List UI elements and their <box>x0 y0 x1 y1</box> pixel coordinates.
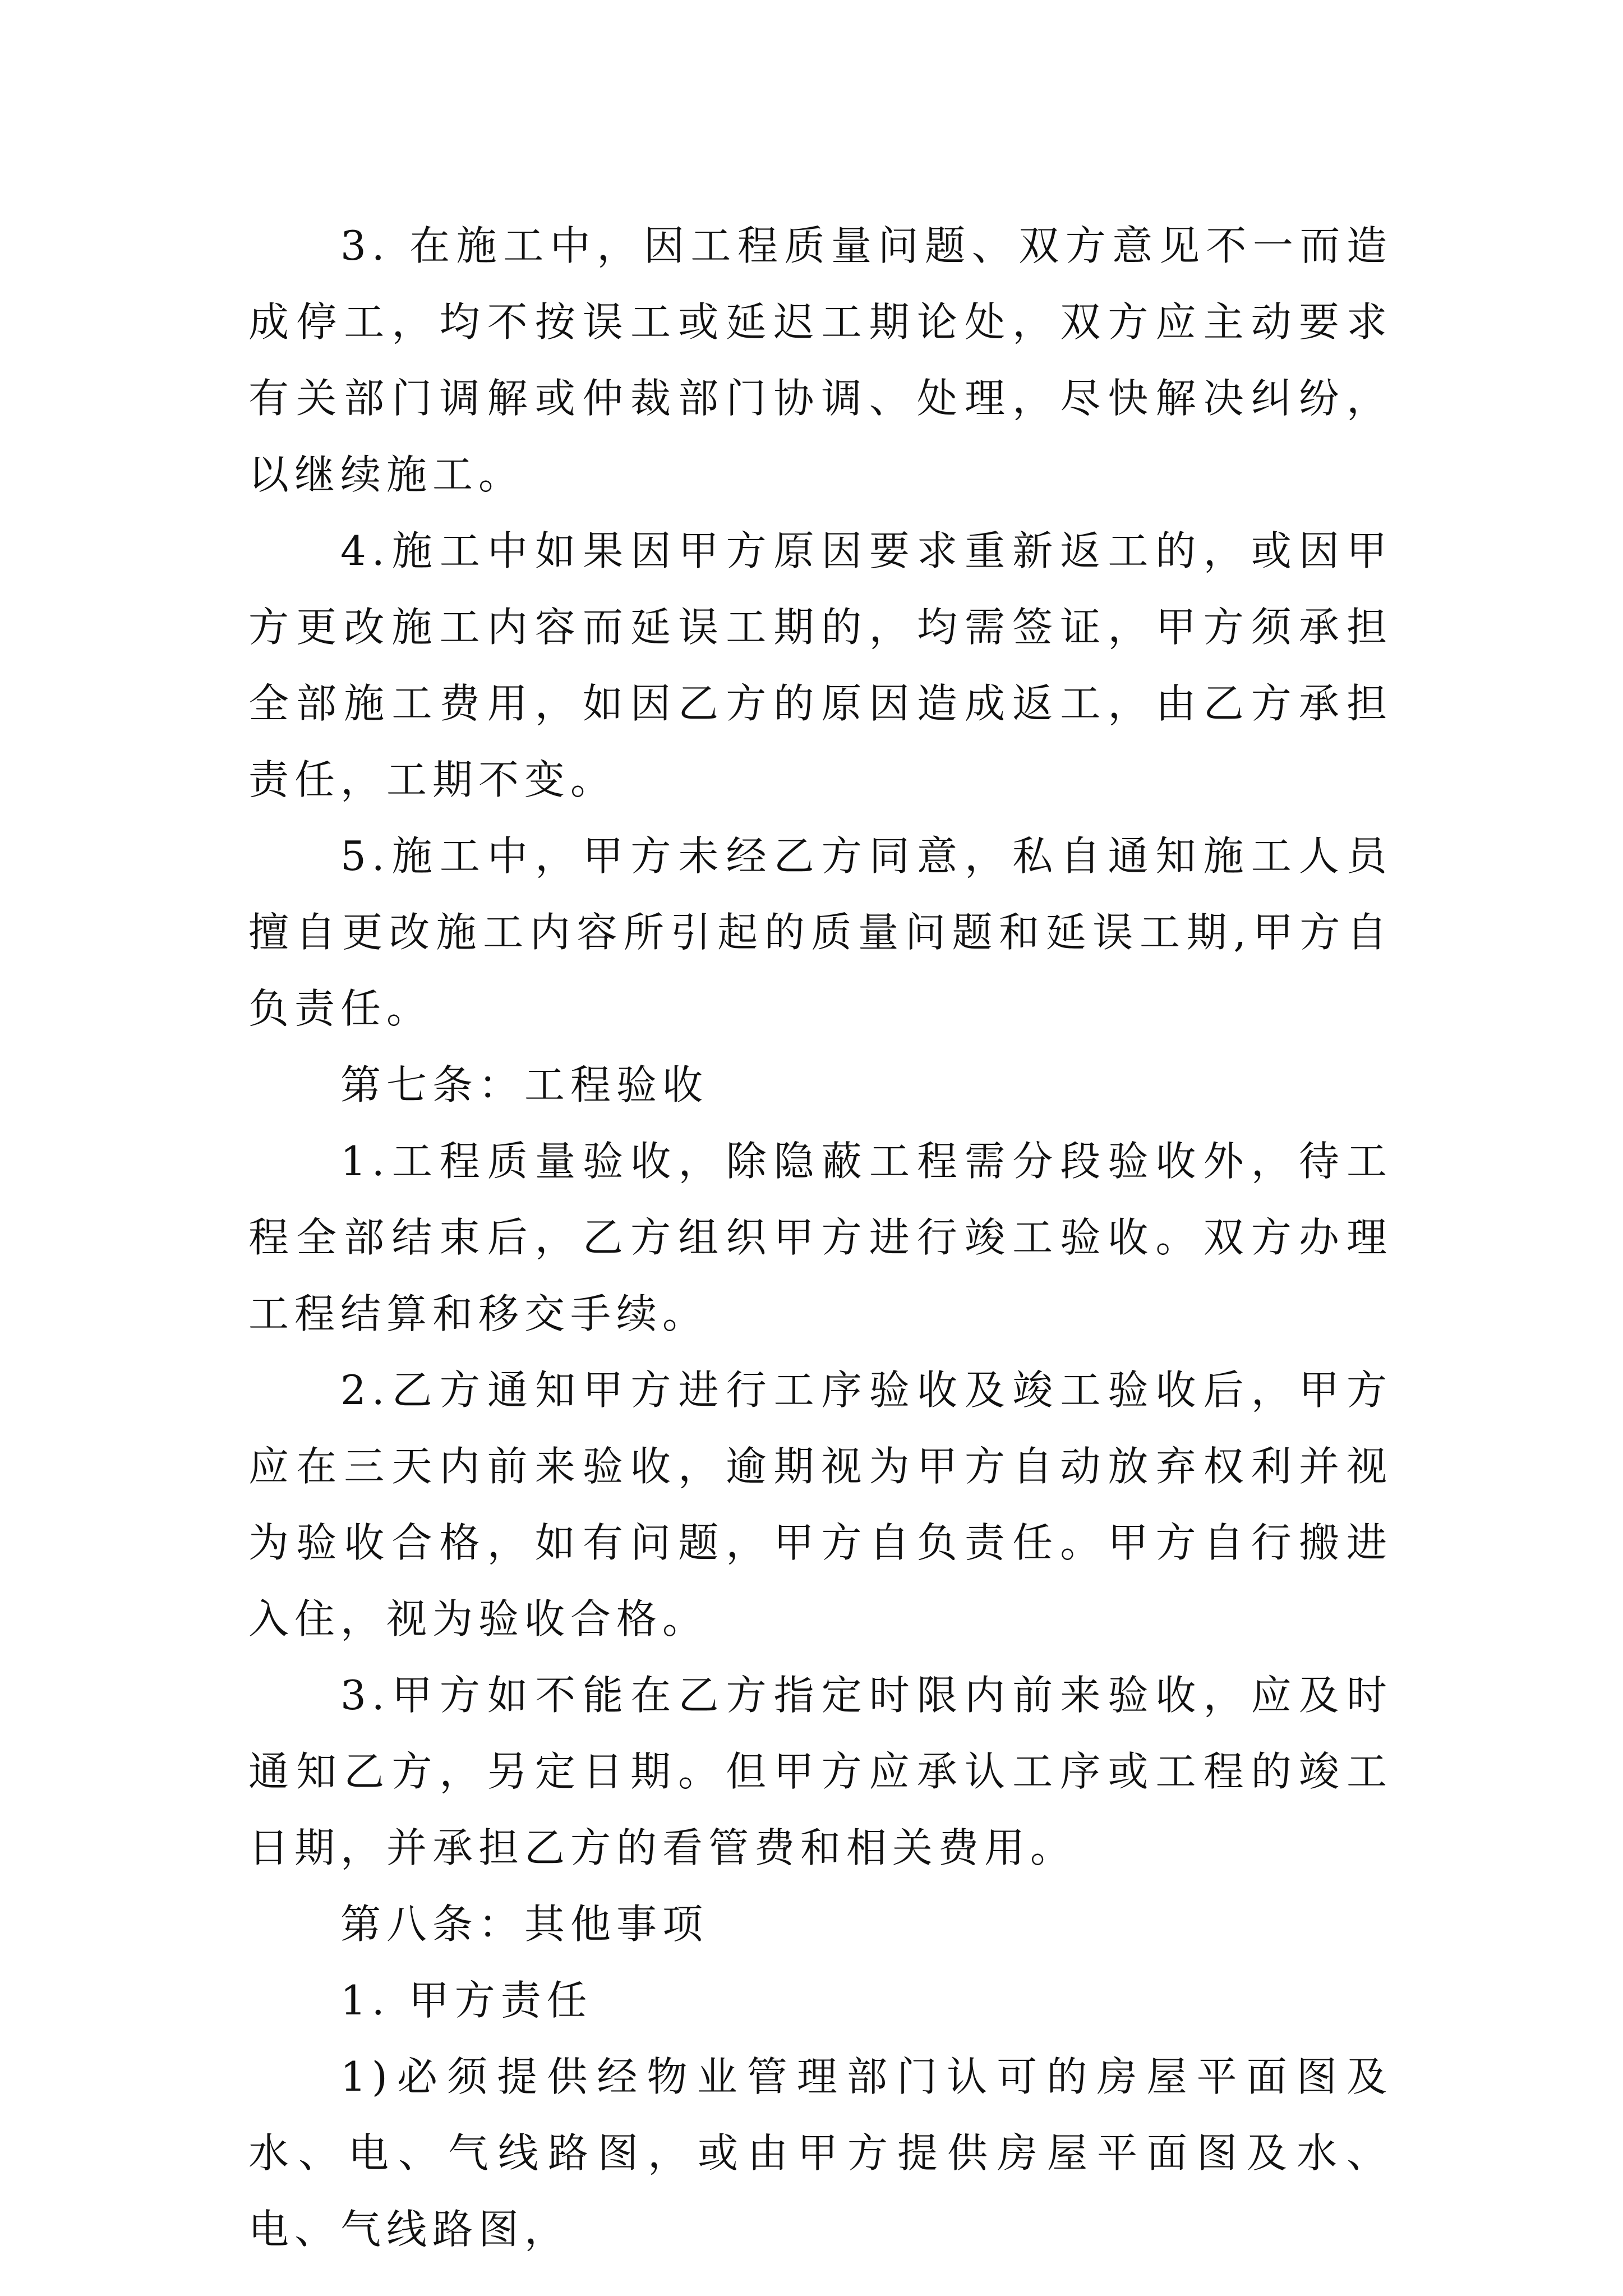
paragraph-acceptance-deadline: 2.乙方通知甲方进行工序验收及竣工验收后，甲方应在三天内前来验收，逾期视为甲方自动放弃权利并视为验收合格，如有问题，甲方自负责任。甲方自行搬进入住，视为验收合格。 <box>248 1366 1393 1642</box>
paragraph-acceptance-postpone: 3.甲方如不能在乙方指定时限内前来验收，应及时通知乙方，另定日期。但甲方应承认工序或工程的竣工日期，并承担乙方的看管费和相关费用。 <box>248 1672 1393 1871</box>
paragraph-delay-dispute: 3. 在施工中，因工程质量问题、双方意见不一而造成停工，均不按误工或延迟工期论处，双方应主动要求有关部门调解或仲裁部门协调、处理，尽快解决纠纷，以继续施工。 <box>248 222 1393 498</box>
paragraph-quality-acceptance: 1.工程质量验收，除隐蔽工程需分段验收外，待工程全部结束后，乙方组织甲方进行竣工验收。双方办理工程结算和移交手续。 <box>248 1138 1393 1337</box>
paragraph-rework-party-a: 4.施工中如果因甲方原因要求重新返工的，或因甲方更改施工内容而延误工期的，均需签证，甲方须承担全部施工费用，如因乙方的原因造成返工，由乙方承担责任，工期不变。 <box>248 527 1393 803</box>
document-body <box>248 208 1393 2267</box>
section-heading-article-7: 第七条：工程验收 <box>340 1061 709 1108</box>
paragraph-unauthorized-change: 5.施工中，甲方未经乙方同意，私自通知施工人员擅自更改施工内容所引起的质量问题和延误工期,甲方自负责任。 <box>248 832 1393 1032</box>
subheading-party-a-responsibility: 1. 甲方责任 <box>340 1977 593 2024</box>
section-heading-article-8: 第八条：其他事项 <box>340 1901 709 1948</box>
paragraph-floor-plan-requirement: 1)必须提供经物业管理部门认可的房屋平面图及水、电、气线路图，或由甲方提供房屋平面图及水、电、气线路图， <box>248 2053 1393 2253</box>
